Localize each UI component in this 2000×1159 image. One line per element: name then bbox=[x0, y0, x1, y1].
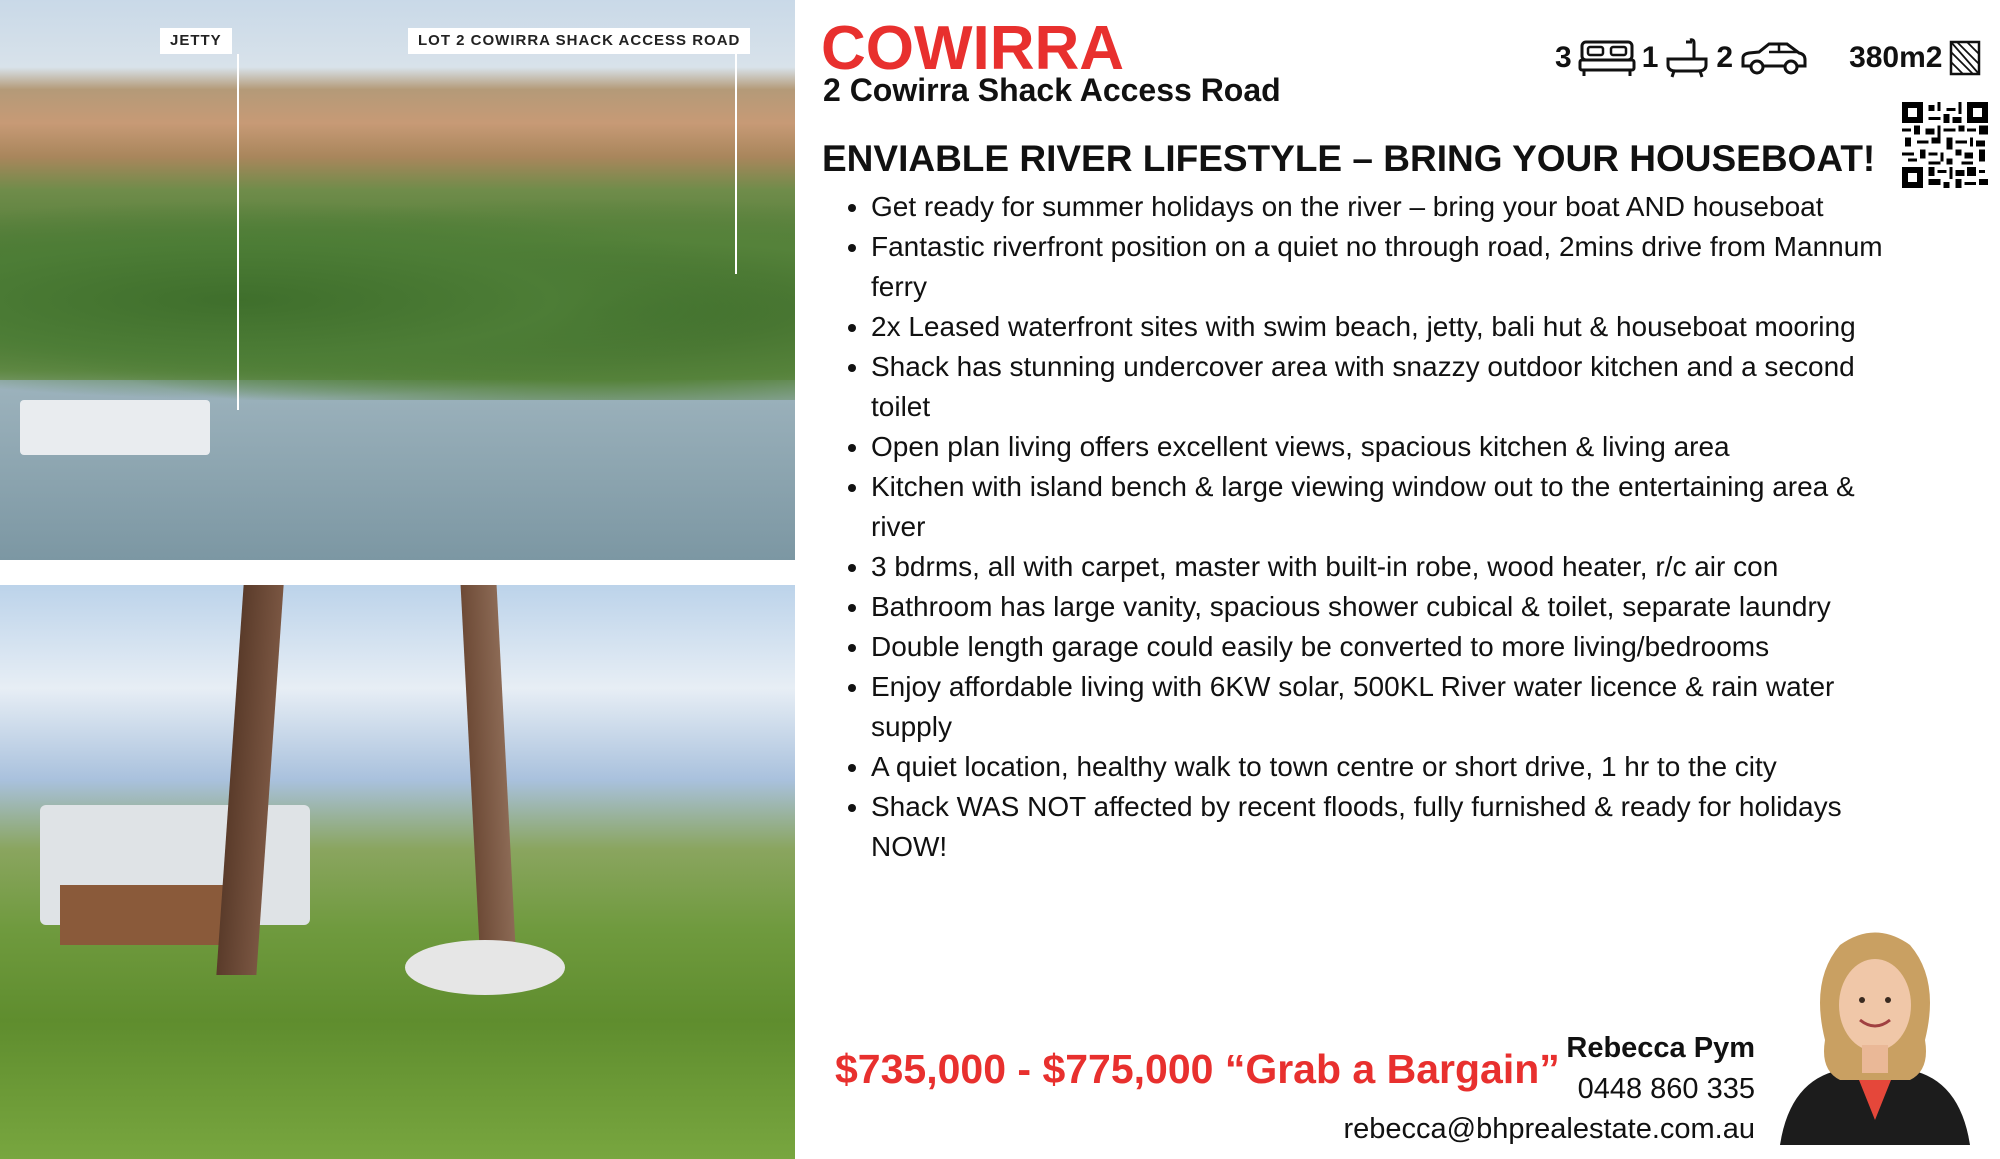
tree-trunk bbox=[461, 585, 516, 945]
list-item: • Shack WAS NOT affected by recent floods, fully furnished & ready for holidays NOW! bbox=[871, 787, 1901, 867]
property-address: 2 Cowirra Shack Access Road bbox=[823, 72, 1281, 108]
list-item: • Kitchen with island bench & large viewing window out to the entertaining area & river bbox=[871, 467, 1901, 547]
aerial-river-photo bbox=[0, 0, 795, 560]
property-stats bbox=[1555, 36, 1982, 80]
agent-email-link[interactable]: rebecca@bhprealestate.com.au bbox=[1343, 1113, 1755, 1145]
list-item: • 2x Leased waterfront sites with swim beach, jetty, bali hut & houseboat mooring bbox=[871, 307, 1901, 347]
list-item: • Double length garage could easily be converted to more living/bedrooms bbox=[871, 627, 1901, 667]
car-icon bbox=[1739, 40, 1809, 76]
jetty bbox=[60, 885, 240, 945]
bath-icon bbox=[1664, 37, 1710, 79]
qr-code[interactable] bbox=[1902, 102, 1988, 188]
lot-label: LOT 2 COWIRRA SHACK ACCESS ROAD bbox=[408, 28, 750, 54]
price-range: $735,000 - $775,000 “Grab a Bargain” bbox=[835, 1046, 1560, 1092]
list-item: • Get ready for summer holidays on the river – bring your boat AND houseboat bbox=[871, 187, 1901, 227]
list-item: • 3 bdrms, all with carpet, master with built-in robe, wood heater, r/c air con bbox=[871, 547, 1901, 587]
list-item: • Open plan living offers excellent views, spacious kitchen & living area bbox=[871, 427, 1901, 467]
garden-jetty-photo bbox=[0, 585, 795, 1159]
agent-phone-link[interactable]: 0448 860 335 bbox=[1577, 1073, 1755, 1105]
jetty-label-line bbox=[237, 54, 239, 410]
bedrooms-count: 3 bbox=[1555, 41, 1572, 74]
features-list bbox=[840, 187, 1901, 867]
list-item: • Fantastic riverfront position on a quiet no through road, 2mins drive from Mannum ferry bbox=[871, 227, 1901, 307]
list-item: • Bathroom has large vanity, spacious shower cubical & toilet, separate laundry bbox=[871, 587, 1901, 627]
agent-name: Rebecca Pym bbox=[1566, 1032, 1755, 1064]
lot-label-line bbox=[735, 54, 737, 274]
bathrooms-count: 1 bbox=[1641, 41, 1659, 74]
picnic-table bbox=[405, 940, 565, 995]
list-item: • Shack has stunning undercover area with snazzy outdoor kitchen and a second toilet bbox=[871, 347, 1901, 427]
list-item: • Enjoy affordable living with 6KW solar, 500KL River water licence & rain water supply bbox=[871, 667, 1901, 747]
houseboat bbox=[20, 400, 210, 455]
riverbank-trees bbox=[0, 200, 795, 400]
list-item: • A quiet location, healthy walk to town centre or short drive, 1 hr to the city bbox=[871, 747, 1901, 787]
page-title: COWIRRA bbox=[821, 14, 1125, 83]
headline: ENVIABLE RIVER LIFESTYLE – BRING YOUR HOUSEBOAT! bbox=[822, 138, 1876, 179]
jetty-label: JETTY bbox=[160, 28, 232, 54]
bed-icon bbox=[1578, 38, 1636, 78]
car-spaces-count: 2 bbox=[1716, 41, 1734, 74]
agent-avatar bbox=[1770, 920, 1980, 1145]
land-area: 380m2 bbox=[1849, 41, 1943, 74]
land-area-icon bbox=[1948, 39, 1982, 77]
